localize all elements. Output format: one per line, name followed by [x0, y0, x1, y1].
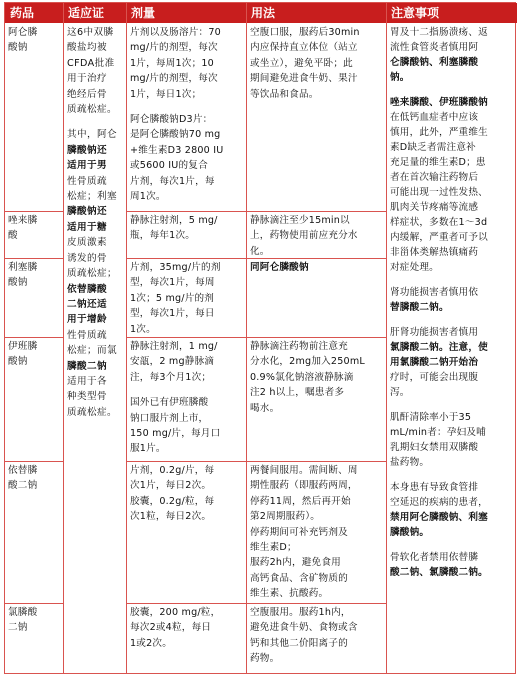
header-notes: 注意事项	[386, 3, 517, 23]
dose-alendronate: 片剂以及肠溶片：70 mg/片的剂型，每次 1片，每周1次；10 mg/片的剂型，每次 1片，每日1次； 阿仑膦酸钠D3片： 是阿仑膦酸钠70 mg +维生素D3 2800 IU 或5600 IU的复合 片剂，每次1片，每 周1次。	[130, 27, 224, 203]
drug-name-zoledronic: 唑来膦 酸	[8, 215, 38, 242]
dose-zoledronic: 静脉注射剂，5 mg/ 瓶，每年1次。	[130, 215, 218, 242]
header-indication: 适应证	[63, 3, 126, 23]
usage-clodronate: 空腹服用。服药1h内， 避免进食牛奶、食物或含 钙和其他二价阳离子的 药物。	[250, 607, 358, 665]
drug-name-clodronate: 氯膦酸 二钠	[8, 607, 38, 634]
row-divider	[5, 461, 63, 462]
usage-zoledronic: 静脉滴注至少15min以 上，药物使用前应充分水 化。	[250, 215, 358, 257]
usage-etidronate: 两餐间服用。需间断、周 期性服药（即服药两周， 停药11周，然后再开始 第2周期服药）。 停药期间可补充钙剂及 维生素D； 服药2h内，避免食用 高钙食品、含矿物质的 维生素、抗酸药。	[250, 465, 358, 600]
drug-name-ibandronate: 伊班膦 酸钠	[8, 341, 38, 368]
dose-etidronate: 片剂，0.2g/片，每 次1片，每日2次。 胶囊，0.2g/粒，每 次1粒，每日2次。	[130, 465, 215, 523]
notes-cell: 胃及十二指肠溃疡、返 流性食管炎者慎用阿 仑膦酸钠、利塞膦酸 钠。 唑来膦酸、伊班膦酸钠 在低钙血症者中应该 慎用，此外，严重维生 素D缺乏者需注意补 充足量的维生素D；患 者在首次输注药物后 可能出现一过性发热、 肌肉关节疼痛等流感 样症状，多数在1～3d 内缓解，严重者可予以 非甾体类解热镇痛药 对症处理。 肾功能损害者慎用依 替膦酸二钠。 肝肾功能损害者慎用 氯膦酸二钠。注意，使 用氯膦酸二钠开始治 疗时，可能会出现腹 泻。 肌酐清除率小于35 mL/min者：孕妇及哺 乳期妇女禁用双膦酸 盐药物。 本身患有导致食管排 空延迟的疾病的患者， 禁用阿仑膦酸钠、利塞 膦酸钠。 骨软化者禁用依替膦 酸二钠、氯膦酸二钠。	[390, 27, 488, 578]
indication-cell: 这6中双膦 酸盐均被 CFDA批准 用于治疗 绝经后骨 质疏松症。 其中，阿仑 膦酸钠还 适用于男 性骨质疏 松症；利塞 膦酸钠还 适用于糖 皮质激素 诱发的骨 质疏松症； 依替膦酸 二钠还适 用于增龄 性骨质疏 松症；而氯 膦酸二钠 适用于各 种类型骨 质疏松症。	[67, 27, 117, 418]
row-divider	[5, 211, 63, 212]
header-drug: 药品	[5, 3, 63, 23]
drug-name-alendronate: 阿仑膦 酸钠	[8, 27, 38, 54]
row-divider	[126, 337, 386, 338]
header-usage: 用法	[246, 3, 386, 23]
row-divider	[126, 461, 386, 462]
usage-risedronate: 同阿仑膦酸钠	[250, 262, 309, 273]
dose-risedronate: 片剂，35mg/片的剂 型，每次1片，每周 1次；5 mg/片的剂 型，每次1片，每日 1次。	[130, 262, 221, 335]
row-divider	[5, 603, 63, 604]
drug-name-etidronate: 依替膦 酸二钠	[8, 465, 38, 492]
row-divider	[5, 337, 63, 338]
row-divider	[126, 211, 386, 212]
drug-name-risedronate: 利塞膦 酸钠	[8, 262, 38, 289]
dose-clodronate: 胶囊，200 mg/粒， 每次2或4粒，每日 1或2次。	[130, 607, 221, 649]
usage-ibandronate: 静脉滴注药物前注意充 分水化，2mg加入250mL 0.9%氯化钠溶液静脉滴 注2 h以上，嘱患者多 喝水。	[250, 341, 365, 414]
drug-table	[4, 2, 516, 674]
row-divider	[126, 603, 386, 604]
dose-ibandronate: 静脉注射剂，1 mg/ 安瓿，2 mg静脉滴 注，每3个月1次； 国外已有伊班膦酸 钠口服片剂上市， 150 mg/片，每月口 服1片。	[130, 341, 221, 455]
row-divider	[5, 258, 63, 259]
header-dose: 剂量	[126, 3, 246, 23]
usage-alendronate: 空腹口服，服药后30min 内应保持直立体位（站立 或坐立），避免平卧；此 期间避免进食牛奶、果汁 等饮品和食品。	[250, 27, 360, 100]
